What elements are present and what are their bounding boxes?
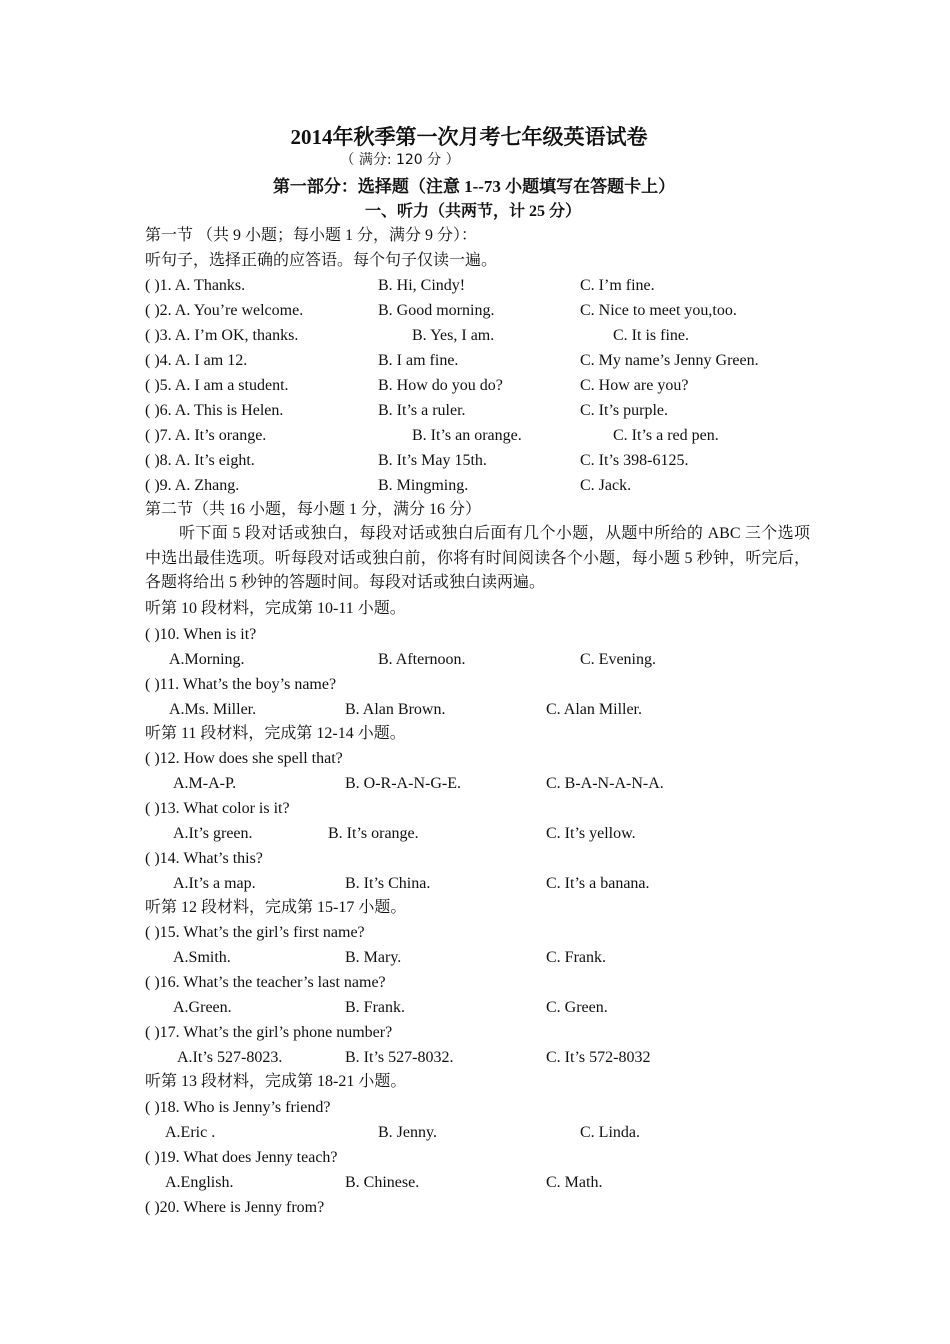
question-2-option-c: C. Nice to meet you,too. — [580, 302, 737, 319]
question-10-option-a: A.Morning. — [169, 651, 245, 668]
exam-title: 2014年秋季第一次月考七年级英语试卷 — [290, 125, 648, 149]
question-17-option-a: A.It’s 527-8023. — [177, 1049, 283, 1066]
material-13-intro: 听第 13 段材料，完成第 18-21 小题。 — [145, 1073, 407, 1090]
question-1-stem: ( )1. A. Thanks. — [145, 277, 246, 294]
question-5-option-b: B. How do you do? — [378, 377, 503, 394]
question-6-stem: ( )6. A. This is Helen. — [145, 402, 284, 419]
question-19-option-b: B. Chinese. — [345, 1174, 420, 1191]
question-4-option-c: C. My name’s Jenny Green. — [580, 352, 759, 369]
question-13-option-b: B. It’s orange. — [328, 825, 419, 842]
question-7-stem: ( )7. A. It’s orange. — [145, 427, 267, 444]
question-11-stem: ( )11. What’s the boy’s name? — [145, 676, 337, 693]
question-1-option-b: B. Hi, Cindy! — [378, 277, 466, 294]
question-8-option-b: B. It’s May 15th. — [378, 452, 487, 469]
question-17-option-b: B. It’s 527-8032. — [345, 1049, 454, 1066]
question-4-option-b: B. I am fine. — [378, 352, 459, 369]
question-14-stem: ( )14. What’s this? — [145, 850, 263, 867]
question-3-option-b: B. Yes, I am. — [412, 327, 495, 344]
question-9-option-b: B. Mingming. — [378, 477, 469, 494]
question-11-option-c: C. Alan Miller. — [546, 701, 642, 718]
question-19-option-c: C. Math. — [546, 1174, 603, 1191]
question-18-option-a: A.Eric . — [165, 1124, 216, 1141]
question-17-stem: ( )17. What’s the girl’s phone number? — [145, 1024, 393, 1041]
question-18-stem: ( )18. Who is Jenny’s friend? — [145, 1099, 331, 1116]
question-15-option-c: C. Frank. — [546, 949, 606, 966]
question-9-option-c: C. Jack. — [580, 477, 632, 494]
question-11-option-a: A.Ms. Miller. — [169, 701, 257, 718]
question-7-option-b: B. It’s an orange. — [412, 427, 522, 444]
question-20-stem: ( )20. Where is Jenny from? — [145, 1199, 325, 1216]
question-19-option-a: A.English. — [165, 1174, 234, 1191]
question-12-option-b: B. O-R-A-N-G-E. — [345, 775, 461, 792]
question-14-option-b: B. It’s China. — [345, 875, 431, 892]
sec2-heading: 第二节（共 16 小题，每小题 1 分，满分 16 分） — [145, 501, 482, 518]
question-16-option-b: B. Frank. — [345, 999, 405, 1016]
question-7-option-c: C. It’s a red pen. — [613, 427, 719, 444]
question-14-option-c: C. It’s a banana. — [546, 875, 650, 892]
question-8-stem: ( )8. A. It’s eight. — [145, 452, 255, 469]
question-6-option-b: B. It’s a ruler. — [378, 402, 466, 419]
question-2-stem: ( )2. A. You’re welcome. — [145, 302, 304, 319]
section-heading: 一、听力（共两节，计 25 分） — [364, 203, 581, 220]
material-10-intro: 听第 10 段材料，完成第 10-11 小题。 — [145, 600, 406, 617]
question-9-stem: ( )9. A. Zhang. — [145, 477, 240, 494]
question-17-option-c: C. It’s 572-8032 — [546, 1049, 651, 1066]
question-5-stem: ( )5. A. I am a student. — [145, 377, 289, 394]
sec1-instruction: 听句子，选择正确的应答语。每个句子仅读一遍。 — [145, 252, 498, 269]
question-16-option-a: A.Green. — [173, 999, 232, 1016]
question-12-option-a: A.M-A-P. — [173, 775, 237, 792]
question-13-option-c: C. It’s yellow. — [546, 825, 636, 842]
question-18-option-c: C. Linda. — [580, 1124, 640, 1141]
question-13-option-a: A.It’s green. — [173, 825, 253, 842]
sec1-heading: 第一节 （共 9 小题；每小题 1 分，满分 9 分）： — [145, 227, 478, 244]
part-heading: 第一部分：选择题（注意 1--73 小题填写在答题卡上） — [272, 177, 676, 196]
question-1-option-c: C. I’m fine. — [580, 277, 655, 294]
question-8-option-c: C. It’s 398-6125. — [580, 452, 689, 469]
question-4-stem: ( )4. A. I am 12. — [145, 352, 248, 369]
question-3-stem: ( )3. A. I’m OK, thanks. — [145, 327, 299, 344]
full-score-note: （ 满分: 120 分 ） — [340, 152, 460, 168]
question-18-option-b: B. Jenny. — [378, 1124, 437, 1141]
question-12-stem: ( )12. How does she spell that? — [145, 750, 343, 767]
question-10-option-c: C. Evening. — [580, 651, 656, 668]
question-19-stem: ( )19. What does Jenny teach? — [145, 1149, 338, 1166]
question-2-option-b: B. Good morning. — [378, 302, 495, 319]
question-16-option-c: C. Green. — [546, 999, 608, 1016]
question-5-option-c: C. How are you? — [580, 377, 689, 394]
material-12-intro: 听第 12 段材料，完成第 15-17 小题。 — [145, 899, 407, 916]
question-15-option-b: B. Mary. — [345, 949, 402, 966]
question-6-option-c: C. It’s purple. — [580, 402, 668, 419]
sec2-instruction: 听下面 5 段对话或独白，每段对话或独白后面有几个小题，从题中所给的 ABC 三个选项中选出最佳选项。听每段对话或独白前，你将有时间阅读各个小题，每小题 5 秒钟，听完后，各题将给出 5 秒钟的答题时间。每段对话或独白读两遍。 — [145, 525, 810, 591]
question-12-option-c: C. B-A-N-A-N-A. — [546, 775, 664, 792]
question-13-stem: ( )13. What color is it? — [145, 800, 290, 817]
question-15-option-a: A.Smith. — [173, 949, 231, 966]
question-10-stem: ( )10. When is it? — [145, 626, 257, 643]
question-15-stem: ( )15. What’s the girl’s first name? — [145, 924, 365, 941]
question-3-option-c: C. It is fine. — [613, 327, 689, 344]
question-10-option-b: B. Afternoon. — [378, 651, 466, 668]
question-16-stem: ( )16. What’s the teacher’s last name? — [145, 974, 386, 991]
question-14-option-a: A.It’s a map. — [173, 875, 256, 892]
question-11-option-b: B. Alan Brown. — [345, 701, 446, 718]
material-11-intro: 听第 11 段材料，完成第 12-14 小题。 — [145, 725, 406, 742]
